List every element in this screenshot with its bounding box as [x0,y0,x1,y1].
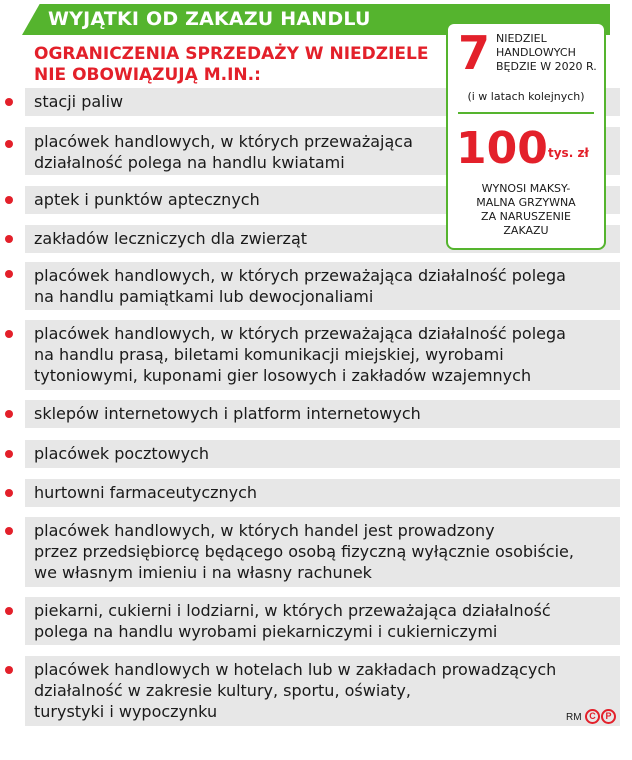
list-item [0,656,632,726]
list-item-text: aptek i punktów aptecznych [34,190,260,209]
stat-sundays-label-line: HANDLOWYCH [496,46,576,59]
stat-sundays-label-line: BĘDZIE W 2020 R. [496,60,597,73]
bullet-icon [5,666,13,674]
list-item-text: sklepów internetowych i platform internetowych [34,404,421,423]
list-item-text: zakładów leczniczych dla zwierząt [34,229,308,248]
list-item [0,400,632,428]
list-item [0,262,632,310]
list-item [0,440,632,468]
bullet-icon [5,98,13,106]
list-item-text: hurtowni farmaceutycznych [34,483,258,502]
stat-fine-value: 100 [456,123,548,174]
stat-fine-label-line: ZA NARUSZENIE [481,210,571,223]
subtitle [34,44,428,86]
list-item [0,597,632,645]
author-credit: RM [566,712,582,723]
list-item [0,517,632,587]
stat-sundays-note: (i w latach kolejnych) [467,90,585,103]
bullet-icon [5,410,13,418]
list-item [0,320,632,390]
stat-fine-label [448,182,604,238]
stat-sundays-label-line: NIEDZIEL [496,32,547,45]
bullet-icon [5,270,13,278]
copyright-logo-icon: C [585,709,600,724]
divider [458,112,594,114]
list-item-text: placówek handlowych, w których przeważająca działalność polega na handlu prasą, biletami komunikacji miejskiej, wyrobami tytoniowymi, kuponami gier losowych i zakładów wzajemnych [34,324,566,385]
stat-fine-label-line: MALNA GRZYWNA [476,196,576,209]
bullet-icon [5,527,13,535]
publisher-logo-icon: P [601,709,616,724]
subtitle-line-1: OGRANICZENIA SPRZEDAŻY W NIEDZIELE [34,44,429,64]
stat-fine-unit: tys. zł [548,146,589,160]
stat-sundays-value: 7 [458,26,491,80]
info-box [446,22,606,250]
list-item-text: placówek handlowych w hotelach lub w zakładach prowadzących działalność w zakresie kultury, sportu, oświaty, turystyki i wypoczynku [34,660,557,721]
bullet-icon [5,489,13,497]
list-item-text: stacji paliw [34,92,124,111]
bullet-icon [5,235,13,243]
list-item-text: placówek handlowych, w których przeważająca działalność polega na handlu pamiątkami lub dewocjonaliami [34,266,566,306]
page-title: WYJĄTKI OD ZAKAZU HANDLU [48,8,371,30]
list-item-text: placówek handlowych, w których przeważająca działalność polega na handlu kwiatami [34,132,413,172]
subtitle-line-2: NIE OBOWIĄZUJĄ M.IN.: [34,65,261,85]
stat-fine-label-line: WYNOSI MAKSY- [481,182,571,195]
list-item-text: piekarni, cukierni i lodziarni, w których przeważająca działalność polega na handlu wyrobami piekarniczymi i cukierniczymi [34,601,551,641]
stat-fine-label-line: ZAKAZU [503,224,549,237]
list-item-text: placówek pocztowych [34,444,209,463]
bullet-icon [5,140,13,148]
bullet-icon [5,607,13,615]
stat-sundays-label [496,32,597,74]
bullet-icon [5,196,13,204]
bullet-icon [5,450,13,458]
bullet-icon [5,330,13,338]
list-item [0,479,632,507]
list-item-text: placówek handlowych, w których handel jest prowadzony przez przedsiębiorcę będącego osobą fizyczną wyłącznie osobiście, we własnym imieniu i na własny rachunek [34,521,574,582]
